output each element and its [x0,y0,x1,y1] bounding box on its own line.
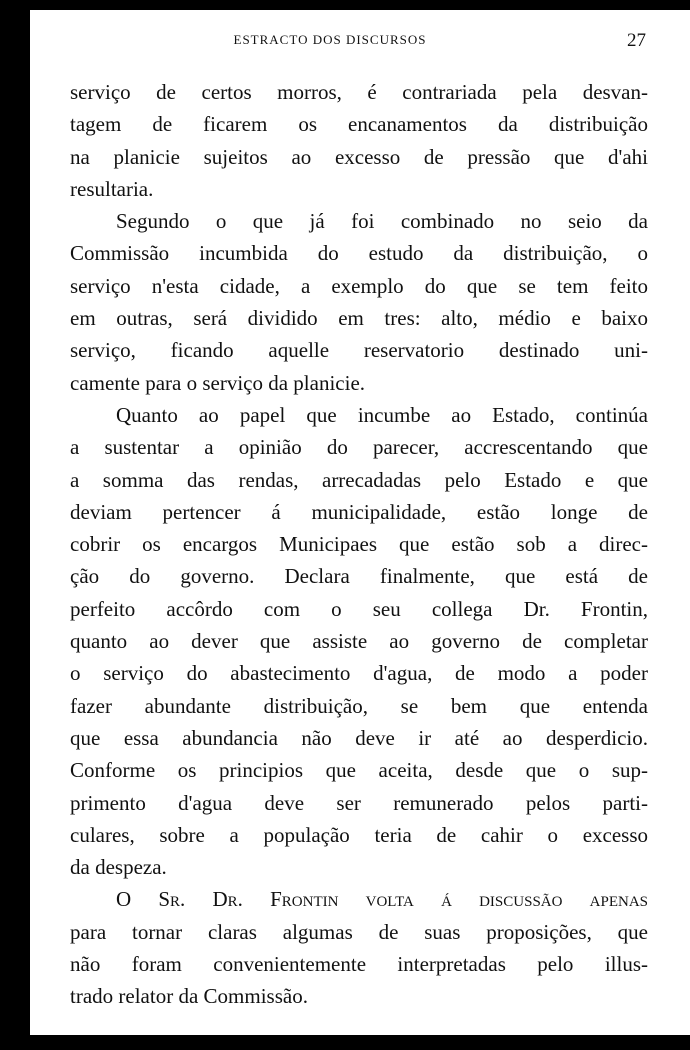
text-line: cobrir os encargos Municipaes que estão sob a direc- [70,532,648,557]
text-line: a sustentar a opinião do parecer, accrescentando que [70,435,648,460]
text-line: Quanto ao papel que incumbe ao Estado, continúa [116,402,648,427]
text-line: tagem de ficarem os encanamentos da distribuição [70,112,648,137]
text-line: deviam pertencer á municipalidade, estão longe de [70,499,648,524]
book-page [30,10,690,1035]
text-line: camente para o serviço da planicie. [70,370,366,395]
text-line: não foram convenientemente interpretadas pelo illus- [70,952,648,977]
text-line: serviço n'esta cidade, a exemplo do que se tem feito [70,273,648,298]
text-line: Conforme os principios que aceita, desde que o sup- [70,758,648,783]
text-line: perfeito accôrdo com o seu collega Dr. Frontin, [70,596,648,621]
text-line: resultaria. [70,176,154,201]
paragraph-4 [70,883,648,1012]
text-line: trado relator da Commissão. [70,984,308,1009]
text-line: serviço, ficando aquelle reservatorio destinado uni- [70,338,648,363]
text-line: para tornar claras algumas de suas proposições, que [70,919,648,944]
text-line: quanto ao dever que assiste ao governo de completar [70,629,648,654]
text-line: na planicie sujeitos ao excesso de pressão que d'ahi [70,144,648,169]
text-line: Segundo o que já foi combinado no seio da [116,209,648,234]
text-line: em outras, será dividido em tres: alto, médio e baixo [70,306,648,331]
text-line: Commissão incumbida do estudo da distribuição, o [70,241,648,266]
text-line: da despeza. [70,855,167,880]
paragraph-3 [70,399,648,883]
text-line: serviço de certos morros, é contrariada pela desvan- [70,80,648,104]
text-line: a somma das rendas, arrecadadas pelo Estado e que [70,467,648,492]
paragraph-2 [70,205,648,399]
text-line: que essa abundancia não deve ir até ao desperdicio. [70,725,648,750]
text-line: fazer abundante distribuição, se bem que entenda [70,693,648,718]
text-line: ção do governo. Declara finalmente, que está de [70,564,648,589]
text-line: O Sr. Dr. Frontin volta á discussão apenas [116,887,648,912]
text-line: primento d'agua deve ser remunerado pelos parti- [70,790,648,815]
page-number: 27 [627,30,646,51]
text-line: o serviço do abastecimento d'agua, de modo a poder [70,661,648,686]
paragraph-1 [70,76,648,205]
running-head: ESTRACTO DOS DISCURSOS [233,32,427,47]
text-line: culares, sobre a população teria de cahir o excesso [70,822,648,847]
body-text [70,76,648,1013]
